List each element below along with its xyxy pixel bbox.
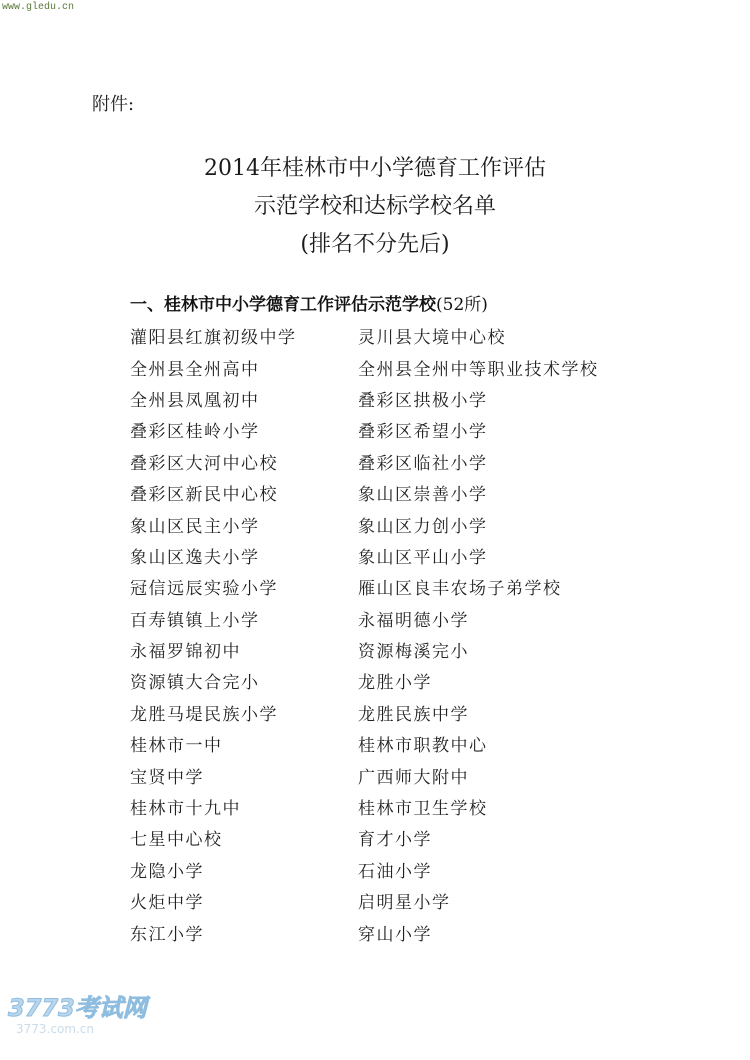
school-row xyxy=(130,351,650,382)
school-name-left: 叠彩区桂岭小学 xyxy=(130,422,260,443)
school-name-left: 宝贤中学 xyxy=(130,767,204,788)
school-row xyxy=(130,446,650,477)
school-row xyxy=(130,320,650,351)
school-row xyxy=(130,759,650,790)
school-name-left: 七星中心校 xyxy=(130,830,223,851)
school-row xyxy=(130,603,650,634)
school-name-left: 叠彩区新民中心校 xyxy=(130,485,278,506)
school-name-left: 桂林市十九中 xyxy=(130,799,241,820)
school-name-left: 桂林市一中 xyxy=(130,736,223,757)
school-row xyxy=(130,791,650,822)
school-name-right: 桂林市卫生学校 xyxy=(358,799,488,820)
attachment-label: 附件: xyxy=(92,94,135,115)
school-row xyxy=(130,885,650,916)
school-name-right: 象山区平山小学 xyxy=(358,547,488,568)
school-name-right: 龙胜民族中学 xyxy=(358,704,469,725)
school-name-left: 火炬中学 xyxy=(130,893,204,914)
school-name-right: 桂林市职教中心 xyxy=(358,736,488,757)
school-row xyxy=(130,477,650,508)
school-name-right: 穿山小学 xyxy=(358,924,432,945)
school-name-right: 象山区崇善小学 xyxy=(358,485,488,506)
section-heading-text: 一、桂林市中小学德育工作评估示范学校 xyxy=(130,295,436,315)
school-row xyxy=(130,665,650,696)
school-name-right: 广西师大附中 xyxy=(358,767,469,788)
school-name-left: 冠信远辰实验小学 xyxy=(130,579,278,600)
school-name-right: 雁山区良丰农场子弟学校 xyxy=(358,579,562,600)
school-name-right: 启明星小学 xyxy=(358,893,451,914)
school-name-left: 龙胜马堤民族小学 xyxy=(130,704,278,725)
logo-url: 3773.com.cn xyxy=(16,1022,94,1036)
school-name-right: 叠彩区拱极小学 xyxy=(358,390,488,411)
school-row xyxy=(130,697,650,728)
school-name-right: 灵川县大境中心校 xyxy=(358,328,506,349)
school-row xyxy=(130,634,650,665)
top-watermark-url: www.gledu.cn xyxy=(2,2,75,13)
school-row xyxy=(130,822,650,853)
school-name-left: 龙隐小学 xyxy=(130,861,204,882)
school-row xyxy=(130,854,650,885)
school-name-right: 资源梅溪完小 xyxy=(358,642,469,663)
school-name-left: 永福罗锦初中 xyxy=(130,642,241,663)
school-row xyxy=(130,508,650,539)
document-title xyxy=(40,150,710,264)
section-heading xyxy=(130,290,488,315)
school-row xyxy=(130,383,650,414)
school-list xyxy=(130,320,650,948)
school-name-right: 永福明德小学 xyxy=(358,610,469,631)
school-name-left: 全州县凤凰初中 xyxy=(130,390,260,411)
school-name-right: 叠彩区临社小学 xyxy=(358,453,488,474)
school-row xyxy=(130,916,650,947)
school-name-left: 东江小学 xyxy=(130,924,204,945)
school-name-right: 全州县全州中等职业技术学校 xyxy=(358,359,599,380)
school-name-left: 灌阳县红旗初级中学 xyxy=(130,328,297,349)
school-row xyxy=(130,728,650,759)
title-line-1: 2014年桂林市中小学德育工作评估 xyxy=(204,156,546,181)
school-name-left: 象山区逸夫小学 xyxy=(130,547,260,568)
school-name-left: 百寿镇镇上小学 xyxy=(130,610,260,631)
logo-text: 3773考试网 xyxy=(8,994,147,1022)
school-name-right: 叠彩区希望小学 xyxy=(358,422,488,443)
school-name-right: 石油小学 xyxy=(358,861,432,882)
school-name-left: 叠彩区大河中心校 xyxy=(130,453,278,474)
school-name-right: 龙胜小学 xyxy=(358,673,432,694)
school-name-left: 资源镇大合完小 xyxy=(130,673,260,694)
school-name-left: 象山区民主小学 xyxy=(130,516,260,537)
school-row xyxy=(130,414,650,445)
title-line-3: (排名不分先后) xyxy=(300,232,450,257)
school-row xyxy=(130,571,650,602)
school-name-right: 象山区力创小学 xyxy=(358,516,488,537)
school-name-right: 育才小学 xyxy=(358,830,432,851)
school-name-left: 全州县全州高中 xyxy=(130,359,260,380)
site-logo-watermark xyxy=(8,995,178,1045)
school-row xyxy=(130,540,650,571)
section-count: (52所) xyxy=(436,295,488,315)
title-line-2: 示范学校和达标学校名单 xyxy=(253,194,496,219)
